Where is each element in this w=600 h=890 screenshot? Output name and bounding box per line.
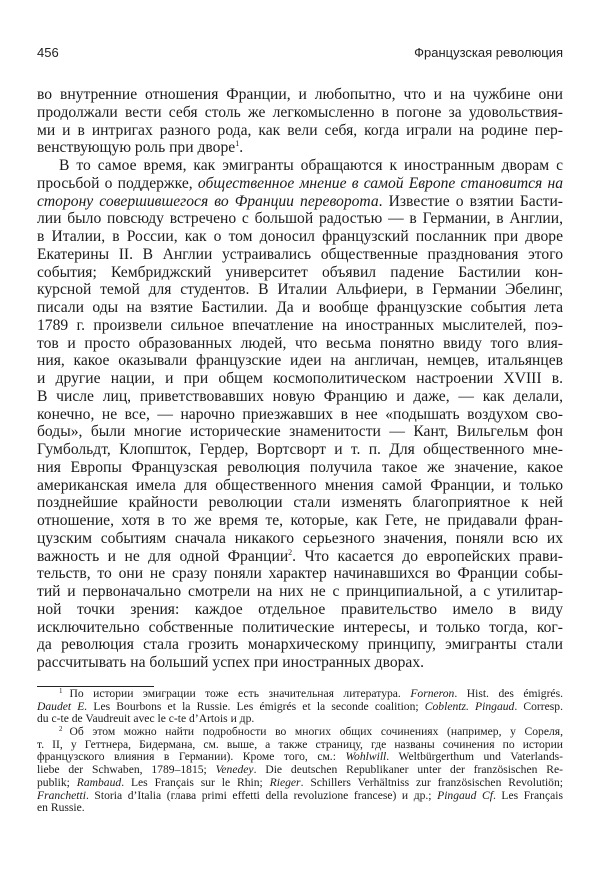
text-line (37, 530, 563, 548)
text-run: ния Европы Французская революция получила такое же значение, какое (37, 458, 563, 476)
text-run: просьбой о поддержке, (37, 174, 198, 192)
text-run: продолжали вести себя столь же легкомысленно в погоне за удовольствия- (37, 103, 563, 121)
text-line (37, 619, 563, 637)
running-title: Французская революция (414, 45, 563, 60)
text-run: писали оды на взятие Бастилии. Да и вообще французские события лета (37, 299, 563, 316)
text-run: Гумбольдт, Клопшток, Гердер, Вортсворт и т. п. Для общественного мне- (37, 441, 563, 458)
text-line (37, 636, 563, 654)
italic-text: сторону совершившегося во Франции переворота (37, 192, 379, 210)
text-line (37, 370, 563, 388)
text-run: конечно, не все, — нарочно приезжавших в нее «подышать воздухом сво- (37, 405, 563, 423)
footnote-marker: 2 (288, 547, 293, 557)
italic-text: Pingaud Cf (437, 788, 493, 802)
text-run: во внутренние отношения Франции, и любопытно, что и на чужбине они (37, 86, 563, 103)
text-run: . Les Français (492, 788, 564, 802)
text-run: отношение, хотя в то же время те, которые, как Гете, не придавали фран- (37, 512, 563, 529)
text-line (37, 246, 563, 264)
text-line (37, 601, 563, 619)
text-line (37, 139, 563, 157)
text-line (37, 441, 563, 459)
text-run: позднейшие крайности революции стали изменять благоприятное к ней (37, 494, 563, 512)
italic-text: Rambaud (76, 775, 122, 789)
text-line (37, 157, 563, 175)
text-run: . Die deutschen Republikaner unter der französischen Re- (253, 763, 563, 777)
text-run: . Storia d’Italia (глава primi effetti della revoluzione francese) и др.; (85, 788, 438, 802)
text-run: в Италии, в России, как о том доносил французский посланник при дворе (37, 228, 563, 245)
text-line (37, 494, 563, 512)
text-run: 1789 г. произвели сильное впечатление на иностранных мыслителей, поэ- (37, 316, 563, 334)
text-run: лии было повсюду встречено с большой радостью — в Германии, в Англии, (37, 210, 563, 228)
text-run: По истории эмиграции тоже есть значительная литература. (69, 687, 411, 700)
page-number: 456 (37, 45, 59, 60)
text-line (37, 317, 563, 335)
text-line (37, 299, 563, 317)
italic-text: Coblentz. Pingaud (424, 699, 515, 713)
text-run: события; Кембриджский университет объявил падение Бастилии кон- (37, 263, 563, 281)
footnote-marker: 1 (235, 139, 240, 149)
footnotes (37, 688, 563, 815)
text-run: Les Bourbons et la Russie. Les émigrés et la seconde coalition; (87, 699, 425, 713)
text-line (37, 512, 563, 530)
footnote-line (37, 802, 563, 815)
text-run: . Schillers Verhältniss zur französischen Revolutiön; (300, 775, 564, 789)
text-line (37, 423, 563, 441)
text-line (37, 352, 563, 370)
text-run: . Известие о взятии Басти- (378, 192, 563, 210)
text-line (37, 459, 563, 477)
text-run: Екатерины II. В Англии устраивались общественные празднования этого (37, 245, 563, 263)
text-run: Об этом можно найти подробности во многих общих сочинениях (например, у Сореля, (69, 725, 563, 739)
text-run: . Weltbürgerthum und Vaterlands- (386, 750, 563, 764)
text-run: В числе лиц, приветствовавших новую Францию и даже, — как делали, (37, 387, 563, 405)
italic-text: Rieger (269, 775, 301, 789)
text-line (37, 548, 563, 566)
text-run: . Hist. des émigrés. (454, 687, 563, 700)
text-line (37, 228, 563, 246)
text-line (37, 122, 563, 140)
text-run: курсной темой для студентов. В Италии Альфиери, в Германии Эбелинг, (37, 281, 563, 299)
text-line (37, 335, 563, 353)
italic-text: Franchetti (37, 788, 86, 802)
text-line (37, 477, 563, 495)
text-run: боды», были многие исторические знаменитости — Кант, Вильгельм фон (37, 423, 563, 441)
text-line (37, 654, 563, 672)
text-run: да революция стала грозить монархическому принципу, эмигранты стали (37, 636, 563, 654)
text-run: ния, какое оказывали французские идеи на англичан, немцев, итальянцев (37, 352, 563, 370)
italic-text: Forneron (410, 687, 455, 700)
italic-text: Daudet E. (37, 699, 88, 713)
text-line (37, 406, 563, 424)
footnote-line (37, 790, 563, 803)
text-line (37, 565, 563, 583)
text-line (37, 583, 563, 601)
text-run: . Что касается до европейских прави- (292, 547, 563, 565)
text-run: . (239, 139, 244, 157)
text-run: В то самое время, как эмигранты обращаются к иностранным дворам с (59, 157, 563, 174)
text-run: publik; (37, 775, 77, 789)
text-run: en Russie. (37, 801, 85, 815)
text-line (37, 264, 563, 282)
text-line (37, 210, 563, 228)
text-run: и другие нации, и при общем космополитическом настроении XVIII в. (37, 370, 563, 387)
text-run: французского влияния в Германии). Кроме того, см.: (37, 750, 346, 764)
text-run: liebe der Schwaben, 1789–1815; (37, 763, 216, 777)
text-run: тельств, то они не сразу поняли характер начинавшихся во Франции собы- (37, 565, 563, 583)
text-run: рассчитывать на больший успех при иностранных дворах. (37, 654, 425, 671)
italic-text: Venedey (215, 763, 254, 777)
text-run: т. II, у Геттнера, Бидермана, см. выше, а также страницу, где названы сочинения по истории (37, 737, 563, 751)
text-run: американская имела для общественного мнения самой Франции, и только (37, 476, 563, 494)
text-run: . Corresp. (514, 699, 563, 713)
text-line (37, 388, 563, 406)
text-line (37, 281, 563, 299)
text-run: . Les Français sur le Rhin; (121, 775, 270, 789)
text-line (37, 86, 563, 104)
main-text (37, 86, 563, 672)
footnote-marker: 1 (59, 687, 63, 695)
text-run: тов и просто образованных людей, что весьма понятно ввиду того влия- (37, 334, 563, 352)
text-run: ной точки зрения: каждое отдельное правительство имело в виду (37, 600, 563, 618)
text-run: венствующую роль при дворе (37, 139, 236, 157)
italic-text: Wohlwill (345, 750, 387, 764)
text-run: ми и в интригах разного рода, как вели себя, когда играли на родине пер- (37, 121, 563, 139)
text-run: исключительно собственные политические интересы, и только тогда, ког- (37, 618, 563, 636)
text-line (37, 104, 563, 122)
text-run: важность и не для одной Франции (37, 547, 289, 565)
text-run: du c-te de Vaudreuit avec le c-te d’Artois и др. (37, 712, 255, 726)
text-run: тий и первоначально смотрели на них не с принципиальной, а с утилитар- (37, 583, 563, 600)
text-line (37, 175, 563, 193)
text-line (37, 193, 563, 211)
footnote-marker: 2 (59, 725, 63, 734)
italic-text: общественное мнение в самой Европе становится на (197, 174, 563, 192)
text-run: цузским событиям сначала никакого серьезного значения, поняли всю их (37, 529, 563, 547)
